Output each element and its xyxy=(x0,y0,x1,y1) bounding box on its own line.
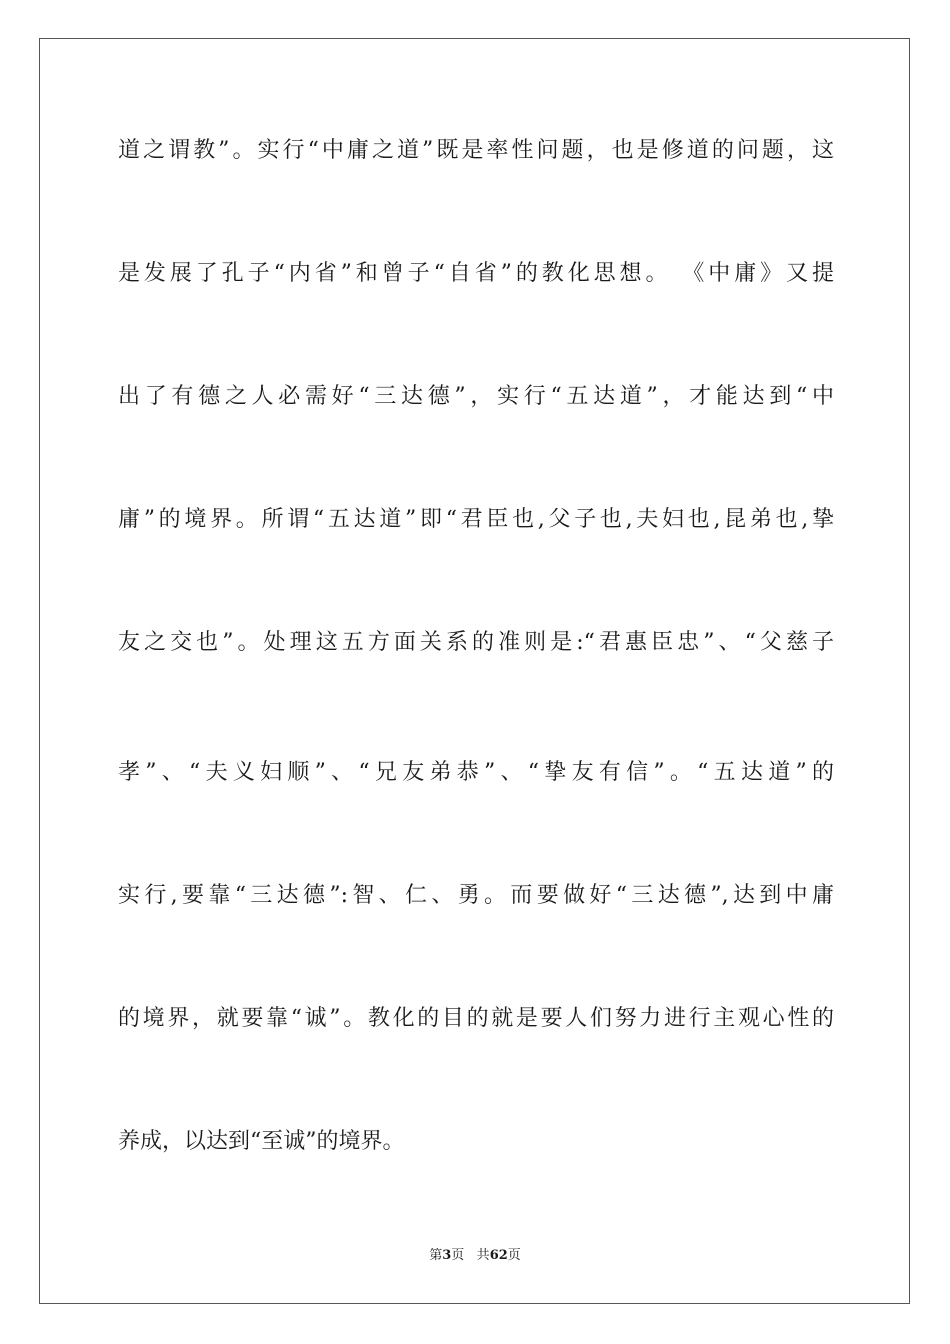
text-line: 友之交也”。处理这五方面关系的准则是:“君惠臣忠”、“父慈子 xyxy=(118,630,834,655)
text-line: 庸”的境界。所谓“五达道”即“君臣也,父子也,夫妇也,昆弟也,挚 xyxy=(118,507,834,532)
text-line: 道之谓教”。实行“中庸之道”既是率性问题，也是修道的问题，这 xyxy=(118,138,834,163)
page-frame xyxy=(39,38,910,1304)
total-label-suffix: 页 xyxy=(507,1248,521,1263)
page-number: 3 xyxy=(442,1248,452,1263)
text-line: 实行,要靠“三达德”:智、仁、勇。而要做好“三达德”,达到中庸 xyxy=(118,883,834,908)
total-pages: 62 xyxy=(489,1248,508,1263)
text-line: 孝”、“夫义妇顺”、“兄友弟恭”、“挚友有信”。“五达道”的 xyxy=(118,760,834,785)
text-line: 的境界，就要靠“诚”。教化的目的就是要人们努力进行主观心性的 xyxy=(118,1006,834,1031)
page-footer xyxy=(0,1247,950,1265)
page-label-prefix: 第 xyxy=(429,1248,443,1263)
text-line: 是发展了孔子“内省”和曾子“自省”的教化思想。 《中庸》又提 xyxy=(118,261,834,286)
total-label-prefix: 共 xyxy=(476,1248,490,1263)
page-label-suffix: 页 xyxy=(451,1248,465,1263)
text-line: 出了有德之人必需好“三达德”，实行“五达道”，才能达到“中 xyxy=(118,384,834,409)
text-line: 养成，以达到“至诚”的境界。 xyxy=(118,1129,405,1154)
